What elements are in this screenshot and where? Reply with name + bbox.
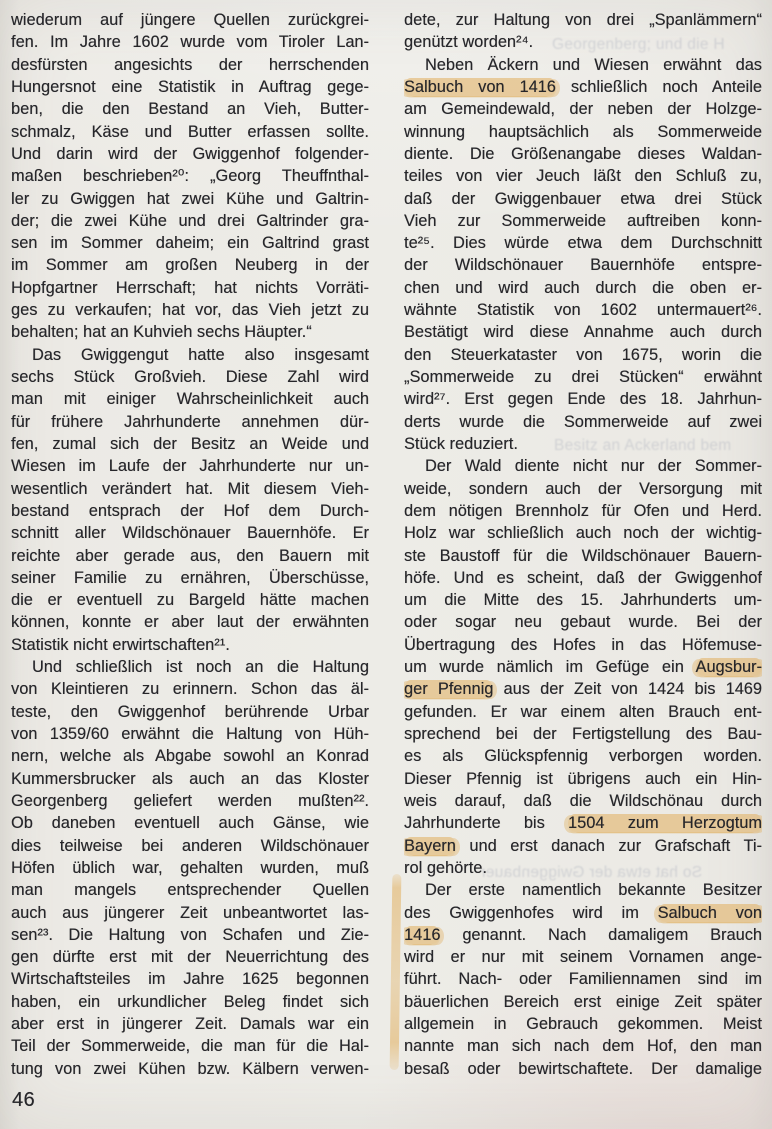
- text-line: wähnte Statistik von 1602 untermauert²⁶.: [404, 301, 762, 320]
- text-line: desfürsten angesichts der herrschenden: [11, 55, 369, 74]
- text-line: Dieser Pfennig ist übrigens auch ein Hin-: [404, 769, 762, 788]
- text-line: nern, welche als Abgabe sowohl an Konrad: [11, 747, 369, 766]
- text-line: bestand entsprach der Hof dem Durch-: [11, 501, 369, 520]
- text-line: seiner Familie zu ernähren, Überschüsse,: [11, 568, 369, 587]
- text-line: Bayern und erst danach zur Grafschaft Ti-: [404, 836, 762, 855]
- text-line: am Gemeindewald, der neben der Holzge-: [404, 100, 762, 119]
- text-line: Und darin wird der Gwiggenhof folgender-: [11, 144, 369, 163]
- text-line: reichte aber gerade aus, den Bauern mit: [11, 546, 369, 565]
- text-line: Teil der Sommerweide, die man für die Hal-: [11, 1037, 369, 1056]
- right-text-column: [404, 9, 762, 1080]
- text-line: ben, die den Bestand an Vieh, Butter-: [11, 100, 369, 119]
- text-line: Holz war schließlich auch noch der wichtig-: [404, 524, 762, 543]
- text-line: genützt worden²⁴.: [404, 33, 534, 52]
- text-line: Hungersnot eine Statistik in Auftrag gege-: [11, 77, 369, 96]
- text-line: teiles von vier Jeuch läßt den Schluß zu,: [404, 167, 762, 186]
- text-line: es als Glückspfennig verborgen worden.: [404, 747, 762, 766]
- text-line: behalten; hat an Kuhvieh sechs Häupter.“: [11, 323, 312, 342]
- text-line: teste, den Gwiggenhof berührende Urbar: [11, 702, 369, 721]
- bleedthrough-text: Besitz an Ackerland bem: [554, 437, 732, 454]
- text-line: der; die zwei Kühe und drei Galtrinder gra-: [11, 211, 369, 230]
- text-line: derts wurde die Sommerweide auf zwei: [404, 412, 762, 431]
- bleedthrough-text: So hat etwa der Gwiggenbauer: [480, 864, 703, 881]
- text-line: Vieh zur Sommerweide auftreiben konn-: [404, 211, 762, 230]
- text-line: Das Gwiggengut hatte also insgesamt: [32, 345, 369, 364]
- text-line: fen, zumal sich der Besitz an Weide und: [11, 434, 369, 453]
- text-line: chen und wird auch durch die oben er-: [404, 278, 762, 297]
- text-line: die er eventuell zu Bargeld hätte machen: [11, 591, 369, 610]
- text-line: Wiesen im Laufe der Jahrhunderte nur un-: [11, 457, 369, 476]
- text-line: führt. Nach- oder Familiennamen sind im: [404, 970, 762, 989]
- text-line: winnung hauptsächlich als Sommerweide: [404, 122, 762, 141]
- text-line: nannte man sich nach dem Hof, den man: [404, 1037, 762, 1056]
- text-line: Ob daneben eventuell auch Gänse, wie: [11, 814, 369, 833]
- text-line: Bestätigt wird diese Annahme auch durch: [404, 323, 762, 342]
- text-line: sechs Stück Großvieh. Diese Zahl wird: [11, 368, 369, 386]
- text-line: Hopfgartner Herrschaft; hat nichts Vorräti-: [11, 278, 369, 297]
- text-line: im Sommer am großen Neuberg in der: [11, 256, 369, 275]
- text-line: von 1359/60 erwähnt die Haltung von Hüh-: [11, 725, 369, 743]
- highlight-mark: Salbuch von 1416: [404, 77, 556, 96]
- highlight-mark: Augsbur-: [695, 658, 762, 677]
- text-line: Der erste namentlich bekannte Besitzer: [425, 881, 762, 900]
- text-line: sprechend bei der Fertigstellung des Bau-: [404, 725, 762, 743]
- text-line: rol gehörte.: [404, 858, 487, 877]
- text-line: schnitt aller Wildschönauer Bauernhöfe. Er: [11, 524, 369, 543]
- text-line: Wirtschaftsteiles im Jahre 1625 begonnen: [11, 970, 369, 989]
- text-line: des Gwiggenhofes wird im Salbuch von: [404, 903, 762, 922]
- text-line: den Steuerkataster von 1675, worin die: [404, 345, 762, 364]
- text-line: 1416 genannt. Nach damaligem Brauch: [404, 925, 762, 944]
- text-line: aber erst in jüngerer Zeit. Damals war ein: [11, 1015, 369, 1034]
- text-line: für frühere Jahrhunderte annehmen dür-: [11, 412, 369, 431]
- text-line: gen dürfte erst mit der Neuerrichtung des: [11, 948, 369, 967]
- text-line: auch aus jüngerer Zeit unbeantwortet las-: [11, 903, 369, 922]
- text-line: Stück reduziert.: [404, 434, 518, 453]
- text-line: Neben Äckern und Wiesen erwähnt das: [425, 55, 762, 74]
- text-line: können, konnte er aber laut der erwähnten: [11, 613, 369, 632]
- text-line: wiederum auf jüngere Quellen zurückgrei-: [11, 11, 369, 29]
- text-line: um die Mitte des 15. Jahrhunderts um-: [404, 591, 762, 610]
- text-line: fen. Im Jahre 1602 wurde vom Tiroler Lan-: [11, 33, 369, 52]
- text-line: sen²³. Die Haltung von Schafen und Zie-: [11, 925, 369, 944]
- text-line: ges zu verkaufen; hat vor, das Vieh jetzt zu: [11, 301, 369, 320]
- text-line: von Kleintieren zu erinnern. Schon das äl-: [11, 680, 369, 699]
- text-line: oder sogar neu gebaut wurde. Bei der: [404, 613, 762, 632]
- text-line: wesentlich verändert hat. Mit diesem Vieh-: [11, 479, 369, 498]
- text-line: schmalz, Käse und Butter erfassen sollte.: [11, 122, 369, 141]
- text-line: Salbuch von 1416 schließlich noch Anteile: [404, 77, 762, 96]
- text-line: wird²⁷. Erst gegen Ende des 18. Jahrhun-: [404, 390, 762, 409]
- text-line: höfe. Und es scheint, daß der Gwiggenhof: [404, 568, 762, 587]
- text-line: Jahrhunderte bis 1504 zum Herzogtum: [404, 814, 762, 833]
- text-line: weis darauf, daß die Wildschönau durch: [404, 791, 762, 810]
- text-line: ger Pfennig aus der Zeit von 1424 bis 1469: [404, 680, 762, 699]
- text-line: sen im Sommer daheim; ein Galtrind grast: [11, 234, 369, 253]
- text-line: besaß oder bewirtschaftete. Der damalige: [404, 1059, 762, 1078]
- text-line: Statistik nicht erwirtschaften²¹.: [11, 635, 230, 654]
- text-line: bäuerlichen Bereich erst einige Zeit später: [404, 992, 762, 1011]
- text-line: daß der Gwiggenbauer etwa drei Stück: [404, 189, 762, 208]
- text-line: allgemein in Gebrauch gekommen. Meist: [404, 1015, 762, 1034]
- page-number: 46: [12, 1089, 36, 1111]
- text-line: der Wildschönauer Bauernhöfe entspre-: [404, 256, 762, 275]
- text-line: Georgenberg geliefert werden mußten²².: [11, 791, 369, 810]
- highlight-mark: ger Pfennig: [404, 680, 494, 699]
- text-line: Übertragung des Hofes in das Höfemuse-: [404, 635, 762, 654]
- text-line: tung von zwei Kühen bzw. Kälbern verwen-: [11, 1059, 369, 1078]
- highlight-mark: Salbuch von: [657, 903, 762, 922]
- text-line: haben, ein urkundlicher Beleg findet sich: [11, 992, 369, 1011]
- text-line: gefunden. Er war einem alten Brauch ent-: [404, 702, 762, 721]
- text-line: diente. Die Größenangabe dieses Waldan-: [404, 144, 762, 163]
- text-line: Und schließlich ist noch an die Haltung: [32, 658, 369, 677]
- text-line: dem nötigen Brennholz für Ofen und Herd.: [404, 501, 762, 520]
- text-line: Der Wald diente nicht nur der Sommer-: [425, 457, 762, 476]
- text-line: dete, zur Haltung von drei „Spanlämmern“: [404, 11, 762, 29]
- text-line: wird er nur mit seinem Vornamen ange-: [404, 948, 762, 967]
- text-line: man mangels entsprechender Quellen: [11, 881, 369, 900]
- highlight-mark: 1416: [404, 925, 441, 944]
- text-line: maßen beschrieben²⁰: „Georg Theuffnthal-: [11, 167, 369, 186]
- text-line: Kummersbrucker als auch an das Kloster: [11, 769, 369, 788]
- text-line: ste Baustoff für die Wildschönauer Bauern-: [404, 546, 762, 565]
- text-line: ler zu Gwiggen hat zwei Kühe und Galtrin-: [11, 189, 369, 208]
- text-line: weide, sondern auch der Versorgung mit: [404, 479, 762, 498]
- margin-highlight-bar: [390, 874, 402, 1070]
- text-line: man mit einiger Wahrscheinlichkeit auch: [11, 390, 369, 409]
- highlight-mark: Bayern: [404, 836, 456, 855]
- text-line: Höfen üblich war, gehalten wurden, muß: [11, 858, 369, 877]
- text-line: „Sommerweide zu drei Stücken“ erwähnt: [404, 368, 762, 386]
- bleedthrough-text: Georgenberg; und die H: [552, 36, 725, 53]
- highlight-mark: 1504 zum Herzogtum: [568, 814, 762, 833]
- text-line: te²⁵. Dies würde etwa dem Durchschnitt: [404, 234, 762, 253]
- text-line: dies teilweise bei anderen Wildschönauer: [11, 836, 369, 855]
- left-text-column: [11, 9, 369, 1080]
- text-line: um wurde nämlich im Gefüge ein Augsbur-: [404, 658, 762, 677]
